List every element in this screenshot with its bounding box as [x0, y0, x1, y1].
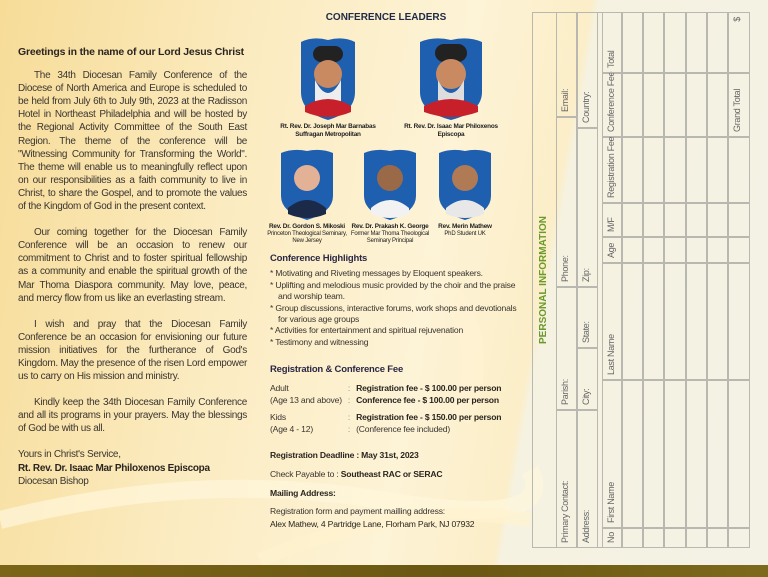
cell-no[interactable] — [664, 528, 686, 548]
cell-total[interactable] — [686, 12, 707, 73]
cell-first-name[interactable] — [643, 380, 664, 528]
cell-gender[interactable] — [622, 203, 643, 237]
leader-name: Rev. Dr. Gordon S. Mikoski — [268, 223, 345, 230]
parish-field[interactable]: Parish: — [556, 287, 577, 410]
highlight-item: * Group discussions, interactive forums, work shops and devotionals for various age groups — [270, 303, 520, 326]
cell-gender[interactable] — [643, 203, 664, 237]
cell-first-name[interactable] — [686, 380, 707, 528]
column-header-total: Total — [602, 12, 622, 73]
cell-first-name[interactable] — [622, 380, 643, 528]
column-header-age: Age — [602, 237, 622, 263]
cell-conference-fee[interactable] — [686, 73, 707, 137]
column-header-conference-fee: Conference Fee — [602, 73, 622, 137]
cell-registration-fee[interactable] — [707, 137, 728, 203]
cell-no[interactable] — [728, 528, 750, 548]
grand-total-value[interactable]: $ — [728, 12, 750, 73]
registration-form — [532, 12, 750, 548]
zip-field[interactable]: Zip: — [577, 128, 598, 287]
cell-gender[interactable] — [686, 203, 707, 237]
cell-last-name[interactable] — [728, 263, 750, 380]
cell-first-name[interactable] — [728, 380, 750, 528]
bottom-bar — [0, 565, 768, 577]
cell-no[interactable] — [707, 528, 728, 548]
cell-first-name[interactable] — [664, 380, 686, 528]
cell-total[interactable] — [664, 12, 686, 73]
letter-paragraph: The 34th Diocesan Family Conference of the Diocese of North America and Europe is scheduled to be held from July 6th to July 9th, 2023 at the Radisson Hotel in Northeast Philadelphia and will be hosted by the Regional Activity Committee of the South East Region. The theme of the conference will be "Witnessing Community for Transforming the World". The theme will enable us to meaningfully reflect upon on our responsibilities as a faith community to live in Christ, to share the Gospel, and to promote the values of the Kingdom of God in the present context. — [18, 70, 247, 213]
registration-deadline: Registration Deadline : May 31st, 2023 — [270, 450, 419, 460]
letter-signature — [18, 448, 247, 487]
fee-title: Registration & Conference Fee — [270, 364, 404, 375]
leader-photo — [436, 148, 494, 220]
state-field[interactable]: State: — [577, 287, 598, 348]
cell-last-name[interactable] — [707, 263, 728, 380]
leader-name: Rev. Merin Mathew — [438, 223, 492, 230]
leaders-title: CONFERENCE LEADERS — [325, 12, 447, 23]
cell-no[interactable] — [643, 528, 664, 548]
column-header-no: No — [602, 528, 622, 548]
leader-role: PhD Student UK — [444, 230, 486, 237]
column-header-registration-fee: Registration Fee — [602, 137, 622, 203]
letter-paragraph: I wish and pray that the Diocesan Family Conference be an occasion for envisioning our future mission initiatives for the furtherance of God's Kingdom. May the presence of the risen Lord empower us to carry on His mission and ministry. — [18, 318, 247, 383]
highlight-item: * Uplifting and melodious music provided by the choir and the praise and worship team. — [270, 280, 520, 303]
welcome-letter — [18, 46, 247, 488]
cell-gender[interactable] — [707, 203, 728, 237]
leader-photo — [278, 148, 336, 220]
cell-total[interactable] — [643, 12, 664, 73]
cell-conference-fee[interactable] — [707, 73, 728, 137]
fee-value: (Conference fee included) — [356, 423, 450, 434]
highlight-item: * Activities for entertainment and spiritual rejuvenation — [270, 325, 520, 336]
fee-label: (Age 13 and above) — [270, 395, 342, 406]
phone-field[interactable]: Phone: — [556, 117, 577, 287]
country-field[interactable]: Country: — [577, 12, 598, 128]
cell-gender[interactable] — [664, 203, 686, 237]
mailing-title: Mailing Address: — [270, 488, 336, 498]
fee-value: Registration fee - $ 150.00 per person — [356, 411, 502, 422]
fee-label: Adult — [270, 383, 289, 394]
leader-card — [430, 148, 500, 238]
cell-conference-fee[interactable] — [622, 73, 643, 137]
city-field[interactable]: City: — [577, 348, 598, 410]
cell-total[interactable] — [707, 12, 728, 73]
leader-photo — [416, 36, 486, 120]
cell-no[interactable] — [686, 528, 707, 548]
highlights-title: Conference Highlights — [270, 253, 368, 264]
cell-age[interactable] — [664, 237, 686, 263]
cell-last-name[interactable] — [686, 263, 707, 380]
cell-registration-fee[interactable] — [643, 137, 664, 203]
cell-age[interactable] — [686, 237, 707, 263]
signer-title: Diocesan Bishop — [18, 475, 89, 487]
cell-first-name[interactable] — [707, 380, 728, 528]
cell-gender[interactable] — [728, 203, 750, 237]
highlight-item: * Motivating and Riveting messages by Eloquent speakers. — [270, 268, 520, 279]
signer-name: Rt. Rev. Dr. Isaac Mar Philoxenos Episcopa — [18, 462, 210, 474]
grand-total-label: Grand Total — [728, 73, 750, 137]
leader-photo — [361, 148, 419, 220]
letter-heading: Greetings in the name of our Lord Jesus Christ — [18, 46, 244, 58]
cell-age[interactable] — [707, 237, 728, 263]
cell-last-name[interactable] — [643, 263, 664, 380]
letter-paragraph: Our coming together for the Diocesan Family Conference will be an occasion to renew our commitment to Christ and to foster spiritual fellowship as a community and enable the spiritual growth of the Mar Thoma Diaspora community. May love, peace, and mercy flow from us like an everlasting stream. — [18, 227, 247, 304]
cell-conference-fee[interactable] — [643, 73, 664, 137]
check-label: Check Payable to : — [270, 469, 339, 479]
column-header-gender: M/F — [602, 203, 622, 237]
cell-no[interactable] — [622, 528, 643, 548]
leader-name: Rt. Rev. Dr. Isaac Mar Philoxenos Episcopa — [404, 123, 498, 138]
fee-label: (Age 4 - 12) — [270, 423, 313, 434]
leader-card — [266, 148, 348, 246]
leader-card — [268, 36, 388, 138]
closing: Yours in Christ's Service, — [18, 449, 121, 461]
letter-paragraph: Kindly keep the 34th Diocesan Family Conference and all its programs in your prayers. May the blessings of God be with us all. — [18, 397, 247, 435]
column-header-last-name: Last Name — [602, 263, 622, 380]
form-title: PERSONAL INFORMATION — [538, 216, 549, 344]
cell-last-name[interactable] — [622, 263, 643, 380]
fee-label: Kids — [270, 411, 286, 422]
check-payee: Southeast RAC or SERAC — [340, 469, 443, 479]
address-field[interactable]: Address: — [577, 410, 598, 548]
leader-name: Rt. Rev. Dr. Joseph Mar Barnabas Suffragan Metropolitan — [280, 123, 376, 138]
cell-last-name[interactable] — [664, 263, 686, 380]
column-header-first-name: First Name — [602, 380, 622, 528]
leader-role: Former Mar Thoma Theological Seminary Principal — [350, 230, 430, 244]
mailing-address: Alex Mathew, 4 Partridge Lane, Florham Park, NJ 07932 — [270, 519, 475, 529]
cell-age[interactable] — [622, 237, 643, 263]
leader-card — [392, 36, 510, 138]
cell-age[interactable] — [728, 237, 750, 263]
leader-photo — [297, 36, 359, 120]
email-field[interactable]: Email: — [556, 12, 577, 117]
cell-registration-fee[interactable] — [622, 137, 643, 203]
primary-contact-field[interactable]: Primary Contact: — [556, 410, 577, 548]
cell-age[interactable] — [643, 237, 664, 263]
cell-registration-fee[interactable] — [686, 137, 707, 203]
mailing-line: Registration form and payment mailling address: — [270, 506, 445, 516]
cell-total[interactable] — [622, 12, 643, 73]
cell-registration-fee[interactable] — [728, 137, 750, 203]
leader-role: Princeton Theological Seminary, New Jersey — [267, 230, 347, 244]
fee-table: Adult : Registration fee - $ 100.00 per person (Age 13 and above) : Conference fee - $ 100.00 per person Kids : Registration fee - $ 150.00 per person (Age 4 - 12) : (Conference fee included) — [270, 383, 502, 434]
leader-card — [350, 148, 430, 246]
cell-registration-fee[interactable] — [664, 137, 686, 203]
leader-name: Rev. Dr. Prakash K. George — [351, 223, 429, 230]
conference-highlights — [270, 253, 520, 348]
fee-section — [270, 364, 520, 435]
fee-value: Conference fee - $ 100.00 per person — [356, 395, 499, 406]
cell-conference-fee[interactable] — [664, 73, 686, 137]
fee-value: Registration fee - $ 100.00 per person — [356, 383, 502, 394]
highlight-item: * Testimony and witnessing — [270, 337, 520, 348]
